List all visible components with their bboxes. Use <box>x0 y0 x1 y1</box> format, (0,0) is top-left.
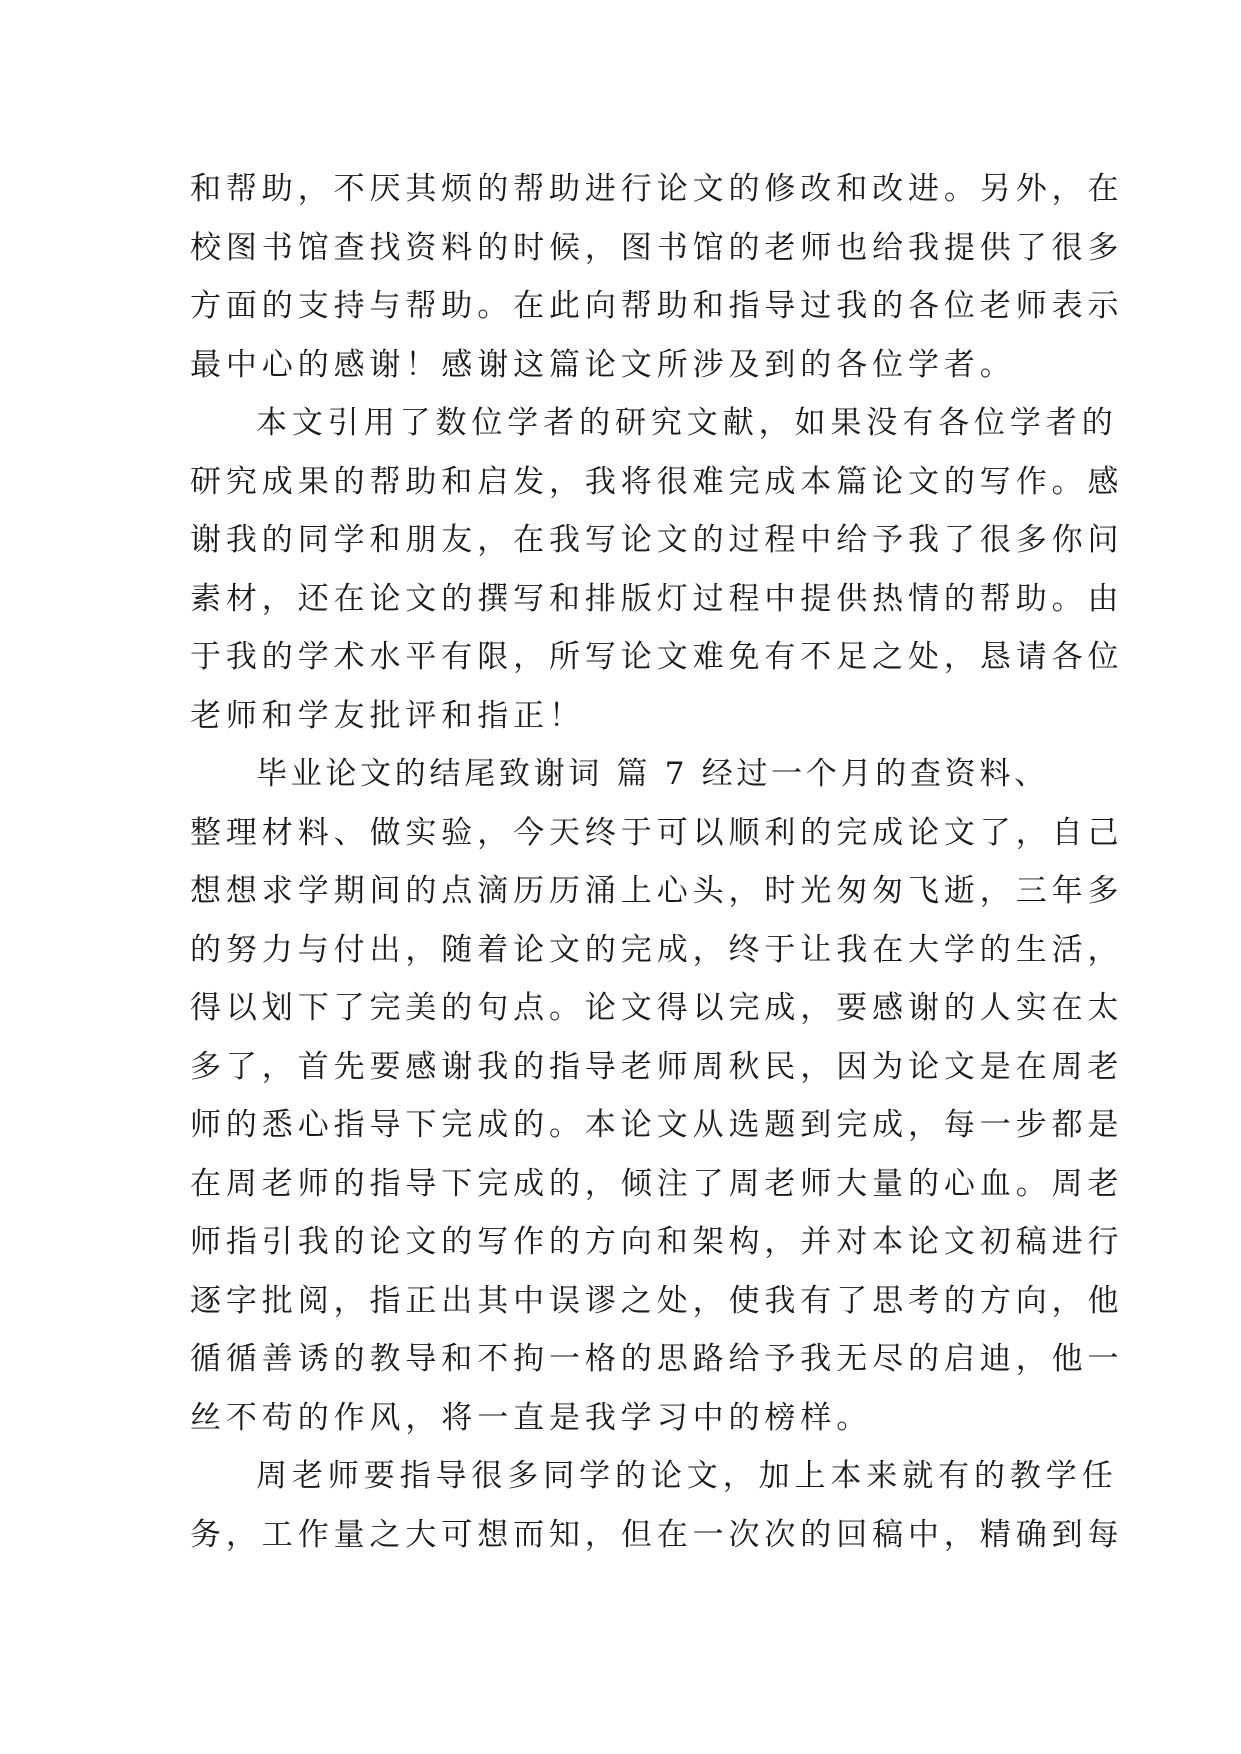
text-line-1: 和帮助，不厌其烦的帮助进行论文的修改和改进。另外，在 <box>190 171 1124 207</box>
text-line-5: 本文引用了数位学者的研究文献，如果没有各位学者的 <box>256 405 1118 441</box>
text-line-7: 谢我的同学和朋友，在我写论文的过程中给予我了很多你问 <box>190 522 1124 558</box>
text-line-18: 在周老师的指导下完成的，倾注了周老师大量的心血。周老 <box>190 1165 1124 1202</box>
text-line-15: 得以划下了完美的句点。论文得以完成，要感谢的人实在太 <box>190 990 1124 1026</box>
text-line-12: 整理材料、做实验，今天终于可以顺利的完成论文了，自己 <box>190 814 1124 851</box>
text-line-21: 循循善诱的教导和不拘一格的思路给予我无尽的启迪，他一 <box>190 1341 1124 1377</box>
text-line-17: 师的悉心指导下完成的。本论文从选题到完成，每一步都是 <box>190 1107 1124 1143</box>
text-line-23: 周老师要指导很多同学的论文，加上本来就有的教学任 <box>256 1458 1118 1494</box>
text-line-24: 务，工作量之大可想而知，但在一次次的回稿中，精确到每 <box>190 1516 1124 1553</box>
text-line-3: 方面的支持与帮助。在此向帮助和指导过我的各位老师表示 <box>190 288 1124 324</box>
section-heading-line: 毕业论文的结尾致谢词 篇 7 经过一个月的查资料、 <box>256 756 1049 792</box>
document-body <box>190 160 1124 1564</box>
text-line-8: 素材，还在论文的撰写和排版灯过程中提供热情的帮助。由 <box>190 580 1124 617</box>
text-line-22: 丝不苟的作风，将一直是我学习中的榜样。 <box>190 1399 873 1436</box>
text-line-6: 研究成果的帮助和启发，我将很难完成本篇论文的写作。感 <box>190 463 1124 500</box>
text-line-16: 多了，首先要感谢我的指导老师周秋民，因为论文是在周老 <box>190 1048 1124 1085</box>
text-line-20: 逐字批阅，指正出其中误谬之处，使我有了思考的方向，他 <box>190 1282 1124 1319</box>
text-line-10: 老师和学友批评和指正！ <box>190 697 585 734</box>
text-line-2: 校图书馆查找资料的时候，图书馆的老师也给我提供了很多 <box>190 229 1124 266</box>
text-line-9: 于我的学术水平有限，所写论文难免有不足之处，恳请各位 <box>190 639 1124 675</box>
text-line-19: 师指引我的论文的写作的方向和架构，并对本论文初稿进行 <box>190 1224 1124 1260</box>
text-line-4: 最中心的感谢！感谢这篇论文所涉及到的各位学者。 <box>190 346 1016 383</box>
text-line-14: 的努力与付出，随着论文的完成，终于让我在大学的生活， <box>190 931 1124 968</box>
text-line-13: 想想求学期间的点滴历历涌上心头，时光匆匆飞逝，三年多 <box>190 873 1124 909</box>
